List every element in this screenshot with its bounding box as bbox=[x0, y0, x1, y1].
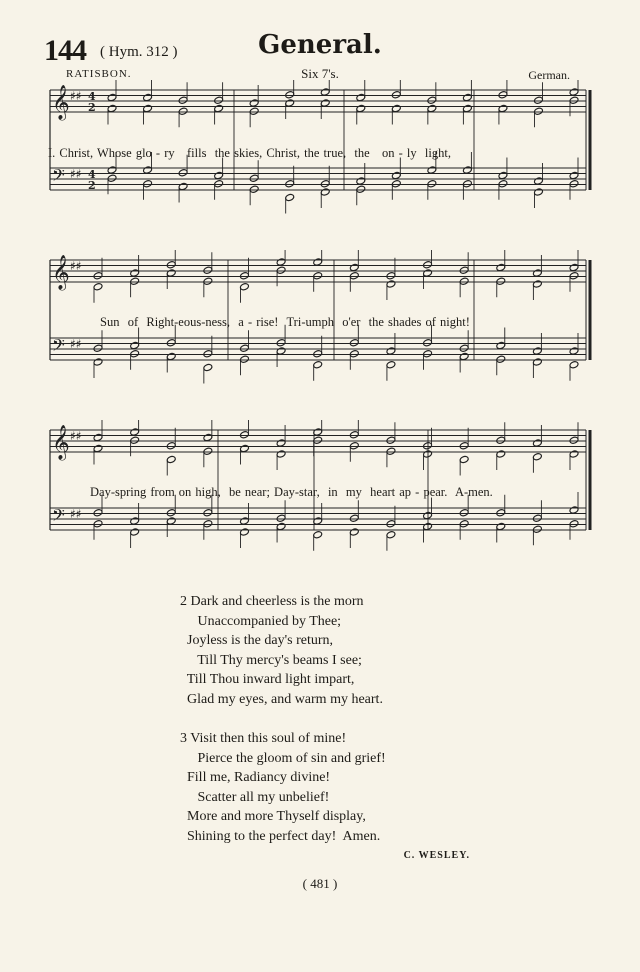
lyric-line-1: I. Christ, Whose glo - ry fills the skies, Christ, the true, the on - ly light, bbox=[48, 146, 451, 160]
half-note bbox=[166, 509, 176, 517]
half-note bbox=[569, 520, 579, 528]
half-note bbox=[459, 455, 469, 463]
half-note bbox=[107, 93, 117, 101]
half-note bbox=[320, 99, 330, 107]
half-note bbox=[214, 180, 224, 188]
half-note bbox=[462, 180, 472, 188]
meter: Six 7's. bbox=[301, 66, 339, 81]
treble-clef-icon: 𝄞 bbox=[52, 85, 70, 120]
half-note bbox=[356, 177, 366, 185]
half-note bbox=[276, 439, 286, 447]
half-note bbox=[276, 522, 286, 530]
bass-clef-icon: 𝄢 bbox=[52, 335, 65, 359]
half-note bbox=[276, 347, 286, 355]
half-note bbox=[276, 514, 286, 522]
time-signature: 4 bbox=[88, 90, 96, 103]
half-note bbox=[203, 520, 213, 528]
half-note bbox=[386, 436, 396, 444]
verse-line: Till Thou inward light impart, bbox=[180, 672, 355, 688]
half-note bbox=[391, 171, 401, 179]
half-note bbox=[569, 96, 579, 104]
half-note bbox=[313, 531, 323, 539]
verse-line: Glad my eyes, and warm my heart. bbox=[180, 691, 383, 707]
half-note bbox=[93, 520, 103, 528]
half-note bbox=[166, 517, 176, 525]
half-note bbox=[203, 447, 213, 455]
half-note bbox=[313, 258, 323, 266]
time-signature: 4 bbox=[88, 168, 96, 181]
half-note bbox=[459, 352, 469, 360]
half-note bbox=[166, 455, 176, 463]
half-note bbox=[130, 517, 140, 525]
half-note bbox=[320, 180, 330, 188]
verse-line: Pierce the gloom of sin and grief! bbox=[180, 750, 386, 766]
half-note bbox=[107, 104, 117, 112]
half-note bbox=[203, 509, 213, 517]
half-note bbox=[349, 442, 359, 450]
half-note bbox=[166, 261, 176, 269]
half-note bbox=[203, 363, 213, 371]
half-note bbox=[496, 450, 506, 458]
half-note bbox=[569, 263, 579, 271]
half-note bbox=[569, 361, 579, 369]
sharp-icon: ♯♯ bbox=[70, 337, 82, 351]
half-note bbox=[93, 344, 103, 352]
half-note bbox=[203, 277, 213, 285]
half-note bbox=[349, 350, 359, 358]
half-note bbox=[498, 104, 508, 112]
half-note bbox=[240, 283, 250, 291]
half-note bbox=[423, 339, 433, 347]
half-note bbox=[107, 174, 117, 182]
half-note bbox=[214, 96, 224, 104]
half-note bbox=[496, 341, 506, 349]
half-note bbox=[496, 509, 506, 517]
half-note bbox=[203, 266, 213, 274]
half-note bbox=[249, 99, 259, 107]
half-note bbox=[349, 514, 359, 522]
half-note bbox=[356, 93, 366, 101]
half-note bbox=[240, 355, 250, 363]
half-note bbox=[391, 91, 401, 99]
half-note bbox=[178, 96, 188, 104]
half-note bbox=[178, 169, 188, 177]
half-note bbox=[130, 428, 140, 436]
half-note bbox=[130, 350, 140, 358]
half-note bbox=[391, 104, 401, 112]
verse-line: Unaccompanied by Thee; bbox=[180, 613, 342, 629]
half-note bbox=[130, 277, 140, 285]
half-note bbox=[386, 272, 396, 280]
half-note bbox=[349, 431, 359, 439]
half-note bbox=[130, 436, 140, 444]
half-note bbox=[462, 166, 472, 174]
half-note bbox=[349, 272, 359, 280]
half-note bbox=[459, 509, 469, 517]
half-note bbox=[534, 96, 544, 104]
half-note bbox=[240, 517, 250, 525]
half-note bbox=[391, 180, 401, 188]
verse-line: 3 Visit then this soul of mine! bbox=[180, 731, 347, 746]
half-note bbox=[313, 350, 323, 358]
half-note bbox=[423, 350, 433, 358]
half-note bbox=[93, 358, 103, 366]
half-note bbox=[569, 180, 579, 188]
half-note bbox=[93, 272, 103, 280]
half-note bbox=[423, 269, 433, 277]
half-note bbox=[143, 180, 153, 188]
verse-line: Joyless is the day's return, bbox=[180, 633, 334, 649]
half-note bbox=[203, 350, 213, 358]
half-note bbox=[462, 104, 472, 112]
half-note bbox=[276, 258, 286, 266]
half-note bbox=[386, 347, 396, 355]
verse-3 bbox=[180, 729, 386, 847]
half-note bbox=[496, 522, 506, 530]
half-note bbox=[285, 91, 295, 99]
half-note bbox=[214, 104, 224, 112]
verse-line: 2 Dark and cheerless is the morn bbox=[180, 594, 364, 609]
half-note bbox=[532, 269, 542, 277]
half-note bbox=[569, 506, 579, 514]
half-note bbox=[532, 358, 542, 366]
verse-line: Shining to the perfect day! Amen. bbox=[180, 828, 381, 844]
half-note bbox=[313, 361, 323, 369]
half-note bbox=[459, 277, 469, 285]
tune-origin: German. bbox=[528, 68, 570, 82]
half-note bbox=[313, 272, 323, 280]
half-note bbox=[459, 520, 469, 528]
sharp-icon: ♯♯ bbox=[70, 167, 82, 181]
half-note bbox=[532, 347, 542, 355]
half-note bbox=[214, 171, 224, 179]
half-note bbox=[532, 525, 542, 533]
half-note bbox=[423, 450, 433, 458]
half-note bbox=[427, 96, 437, 104]
half-note bbox=[166, 442, 176, 450]
half-note bbox=[130, 341, 140, 349]
half-note bbox=[386, 361, 396, 369]
half-note bbox=[130, 269, 140, 277]
half-note bbox=[240, 431, 250, 439]
sharp-icon: ♯♯ bbox=[70, 507, 82, 521]
half-note bbox=[534, 188, 544, 196]
lyric-line-2: Sun of Right-eous-ness, a - rise! Tri-umph o'er the shades of night! bbox=[100, 315, 470, 329]
sharp-icon: ♯♯ bbox=[70, 89, 82, 103]
half-note bbox=[143, 93, 153, 101]
half-note bbox=[285, 99, 295, 107]
half-note bbox=[203, 433, 213, 441]
half-note bbox=[166, 339, 176, 347]
half-note bbox=[532, 453, 542, 461]
half-note bbox=[498, 180, 508, 188]
half-note bbox=[496, 263, 506, 271]
half-note bbox=[356, 185, 366, 193]
time-signature: 2 bbox=[88, 101, 96, 114]
half-note bbox=[93, 283, 103, 291]
half-note bbox=[498, 91, 508, 99]
half-note bbox=[240, 444, 250, 452]
lyric-line-3: Day-spring from on high, be near; Day-star, in my heart ap - pear. A-men. bbox=[90, 485, 493, 499]
half-note bbox=[427, 180, 437, 188]
half-note bbox=[349, 339, 359, 347]
sharp-icon: ♯♯ bbox=[70, 259, 82, 273]
half-note bbox=[107, 166, 117, 174]
half-note bbox=[386, 531, 396, 539]
half-note bbox=[462, 93, 472, 101]
half-note bbox=[143, 104, 153, 112]
verse-line: Scatter all my unbelief! bbox=[180, 789, 330, 805]
half-note bbox=[427, 104, 437, 112]
half-note bbox=[459, 442, 469, 450]
half-note bbox=[534, 107, 544, 115]
half-note bbox=[532, 439, 542, 447]
half-note bbox=[423, 442, 433, 450]
half-note bbox=[130, 528, 140, 536]
half-note bbox=[143, 166, 153, 174]
half-note bbox=[569, 272, 579, 280]
half-note bbox=[166, 269, 176, 277]
bass-clef-icon: 𝄢 bbox=[52, 505, 65, 529]
half-note bbox=[276, 339, 286, 347]
half-note bbox=[249, 107, 259, 115]
half-note bbox=[423, 511, 433, 519]
sharp-icon: ♯♯ bbox=[70, 429, 82, 443]
half-note bbox=[276, 450, 286, 458]
half-note bbox=[532, 514, 542, 522]
half-note bbox=[320, 188, 330, 196]
half-note bbox=[569, 347, 579, 355]
half-note bbox=[320, 88, 330, 96]
section-title: General. bbox=[258, 30, 382, 60]
half-note bbox=[427, 166, 437, 174]
verse-2 bbox=[180, 592, 383, 710]
half-note bbox=[93, 444, 103, 452]
half-note bbox=[423, 261, 433, 269]
half-note bbox=[459, 344, 469, 352]
author-credit: C. WESLEY. bbox=[403, 850, 470, 861]
half-note bbox=[534, 177, 544, 185]
half-note bbox=[178, 107, 188, 115]
half-note bbox=[249, 174, 259, 182]
treble-clef-icon: 𝄞 bbox=[52, 425, 70, 460]
half-note bbox=[93, 509, 103, 517]
half-note bbox=[386, 520, 396, 528]
hymn-reference: ( Hym. 312 ) bbox=[100, 44, 178, 60]
page-number: ( 481 ) bbox=[302, 876, 338, 891]
half-note bbox=[569, 436, 579, 444]
treble-clef-icon: 𝄞 bbox=[52, 255, 70, 290]
half-note bbox=[423, 522, 433, 530]
half-note bbox=[349, 263, 359, 271]
half-note bbox=[386, 447, 396, 455]
half-note bbox=[93, 433, 103, 441]
half-note bbox=[569, 88, 579, 96]
verse-line: More and more Thyself display, bbox=[180, 809, 366, 825]
half-note bbox=[569, 171, 579, 179]
half-note bbox=[569, 450, 579, 458]
half-note bbox=[496, 277, 506, 285]
half-note bbox=[249, 185, 259, 193]
bass-clef-icon: 𝄢 bbox=[52, 165, 65, 189]
half-note bbox=[166, 352, 176, 360]
half-note bbox=[459, 266, 469, 274]
half-note bbox=[240, 528, 250, 536]
half-note bbox=[356, 104, 366, 112]
verse-line: Till Thy mercy's beams I see; bbox=[180, 652, 362, 668]
half-note bbox=[240, 272, 250, 280]
half-note bbox=[496, 355, 506, 363]
half-note bbox=[496, 436, 506, 444]
half-note bbox=[178, 182, 188, 190]
half-note bbox=[285, 193, 295, 201]
hymn-number: 144 bbox=[44, 34, 86, 67]
half-note bbox=[276, 266, 286, 274]
time-signature: 2 bbox=[88, 179, 96, 192]
half-note bbox=[285, 180, 295, 188]
half-note bbox=[349, 528, 359, 536]
verse-line: Fill me, Radiancy divine! bbox=[180, 770, 331, 786]
half-note bbox=[240, 344, 250, 352]
half-note bbox=[532, 280, 542, 288]
half-note bbox=[498, 171, 508, 179]
half-note bbox=[386, 280, 396, 288]
tune-name: RATISBON. bbox=[66, 68, 132, 80]
